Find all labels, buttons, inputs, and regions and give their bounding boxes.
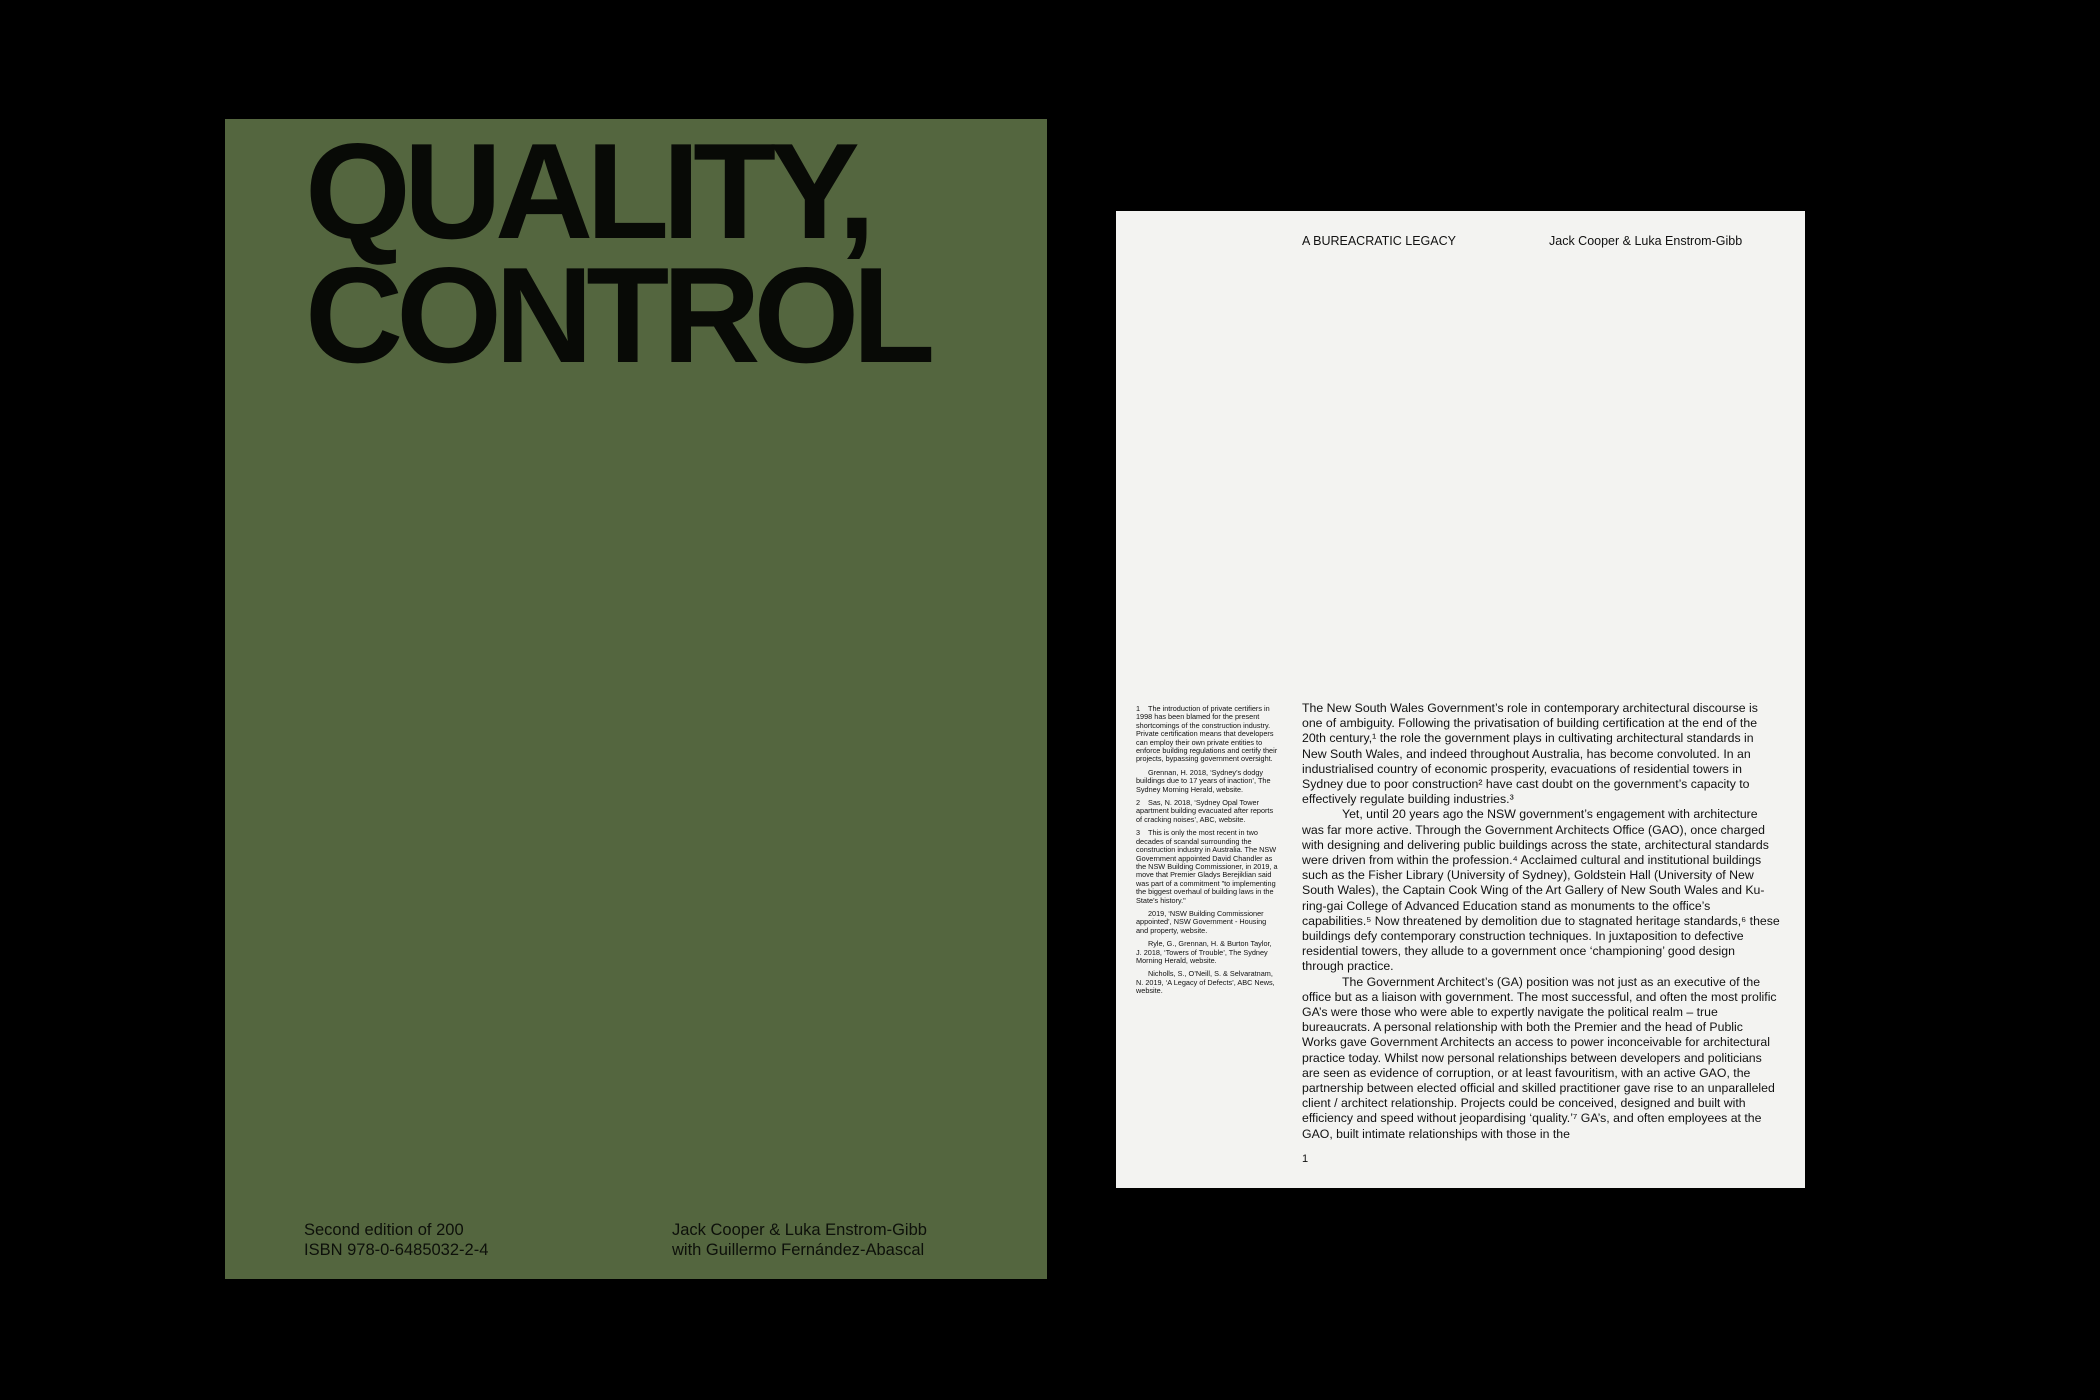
authors-text: Jack Cooper & Luka Enstrom-Gibb xyxy=(672,1221,927,1239)
collaborator-text: with Guillermo Fernández-Abascal xyxy=(672,1241,925,1259)
footnote-text: This is only the most recent in two decades of scandal surrounding the construction industry in Australia. The NSW Government appointed David Chandler as the NSW Building Commissioner, in 2019, a move that Premier Gladys Berejiklian said was part of a commitment "to implementing the biggest overhaul of building laws in the State’s history." xyxy=(1136,828,1278,905)
author-info xyxy=(672,1220,927,1260)
footnote xyxy=(1136,970,1279,995)
running-header-authors: Jack Cooper & Luka Enstrom-Gibb xyxy=(1549,234,1743,248)
footnote-text: The introduction of private certifiers in 1998 has been blamed for the present shortcomings of the construction industry. Private certification means that developers can employ their own private entities to enforce building regulations and certify their projects, bypassing government oversight. xyxy=(1136,704,1278,764)
cover-title-line2: CONTROL xyxy=(305,239,929,391)
footnote xyxy=(1136,940,1279,965)
booklet-cover xyxy=(225,115,1047,1279)
footnote-text: Grennan, H. 2018, ‘Sydney’s dodgy buildings due to 17 years of inaction’, The Sydney Morning Herald, website. xyxy=(1136,767,1271,794)
body-text xyxy=(1302,701,1780,1142)
footnote xyxy=(1136,799,1279,824)
body-paragraph: The New South Wales Government’s role in contemporary architectural discourse is one of ambiguity. Following the privatisation of building certification at the end of the 20th century,¹ the role the government plays in cultivating architectural standards in New South Wales, and indeed throughout Australia, has become convoluted. In an industrialised country of economic prosperity, evacuations of residential towers in Sydney due to poor construction² have cast doubt on the government’s capacity to effectively regulate building industries.³ xyxy=(1302,701,1758,807)
body-paragraph: The Government Architect’s (GA) position was not just as an executive of the office but as a liaison with government. The most successful, and often the most prolific GA’s were those who were able to expertly navigate the political realm – true bureaucrats. A personal relationship with both the Premier and the head of Public Works gave Government Architects an access to power inconceivable for architectural practice today. Whilst now personal relationships between developers and politicians are seen as evidence of corruption, or at least favouritism, with an active GAO, the partnership between elected official and skilled practitioner gave rise to an unparalleled client / architect relationship. Projects could be conceived, designed and built with efficiency and speed without jeopardising ‘quality.’⁷ GA’s, and often employees at the GAO, built intimate relationships with those in the xyxy=(1302,974,1777,1141)
cover-title-line1: QUALITY, xyxy=(305,115,869,267)
footnote-text: Sas, N. 2018, ‘Sydney Opal Tower apartment building evacuated after reports of cracking noises’, ABC, website. xyxy=(1136,798,1274,824)
footnote-text: Ryle, G., Grennan, H. & Burton Taylor, J. 2018, ‘Towers of Trouble’, The Sydney Morning Herald, website. xyxy=(1136,939,1272,965)
footnote xyxy=(1136,910,1279,935)
footnote xyxy=(1136,769,1279,794)
footnote xyxy=(1136,705,1279,764)
cover-title xyxy=(305,115,929,391)
document-page xyxy=(1116,211,1805,1188)
footnote-text: Nicholls, S., O’Neill, S. & Selvaratnam, N. 2019, ‘A Legacy of Defects’, ABC News, website. xyxy=(1136,969,1275,996)
footnote-number: 3 xyxy=(1136,828,1141,838)
running-header-title: A BUREACRATIC LEGACY xyxy=(1302,234,1456,248)
footnote-number: 2 xyxy=(1136,798,1141,808)
isbn-text: ISBN 978-0-6485032-2-4 xyxy=(304,1241,489,1259)
body-paragraph: Yet, until 20 years ago the NSW government’s engagement with architecture was far more active. Through the Government Architects Office (GAO), once charged with designing and delivering public buildings across the state, architectural standards were driven from within the profession.⁴ Acclaimed cultural and institutional buildings such as the Fisher Library (University of Sydney), Goldstein Hall (University of New South Wales), the Captain Cook Wing of the Art Gallery of New South Wales and Ku-ring-gai College of Advanced Education stand as monuments to the office’s capabilities.⁵ Now threatened by demolition due to stagnated heritage standards,⁶ these buildings defy contemporary construction techniques. In juxtaposition to defective residential towers, they allude to a government once ‘championing’ good design through practice. xyxy=(1302,807,1780,974)
page-number: 1 xyxy=(1302,1153,1309,1165)
edition-info xyxy=(304,1220,488,1260)
footnote xyxy=(1136,829,1279,905)
edition-text: Second edition of 200 xyxy=(304,1221,464,1239)
footnotes-column xyxy=(1136,705,1279,1001)
footnote-number: 1 xyxy=(1136,704,1141,713)
footnote-text: 2019, ‘NSW Building Commissioner appointed’, NSW Government - Housing and property, website. xyxy=(1136,908,1267,935)
